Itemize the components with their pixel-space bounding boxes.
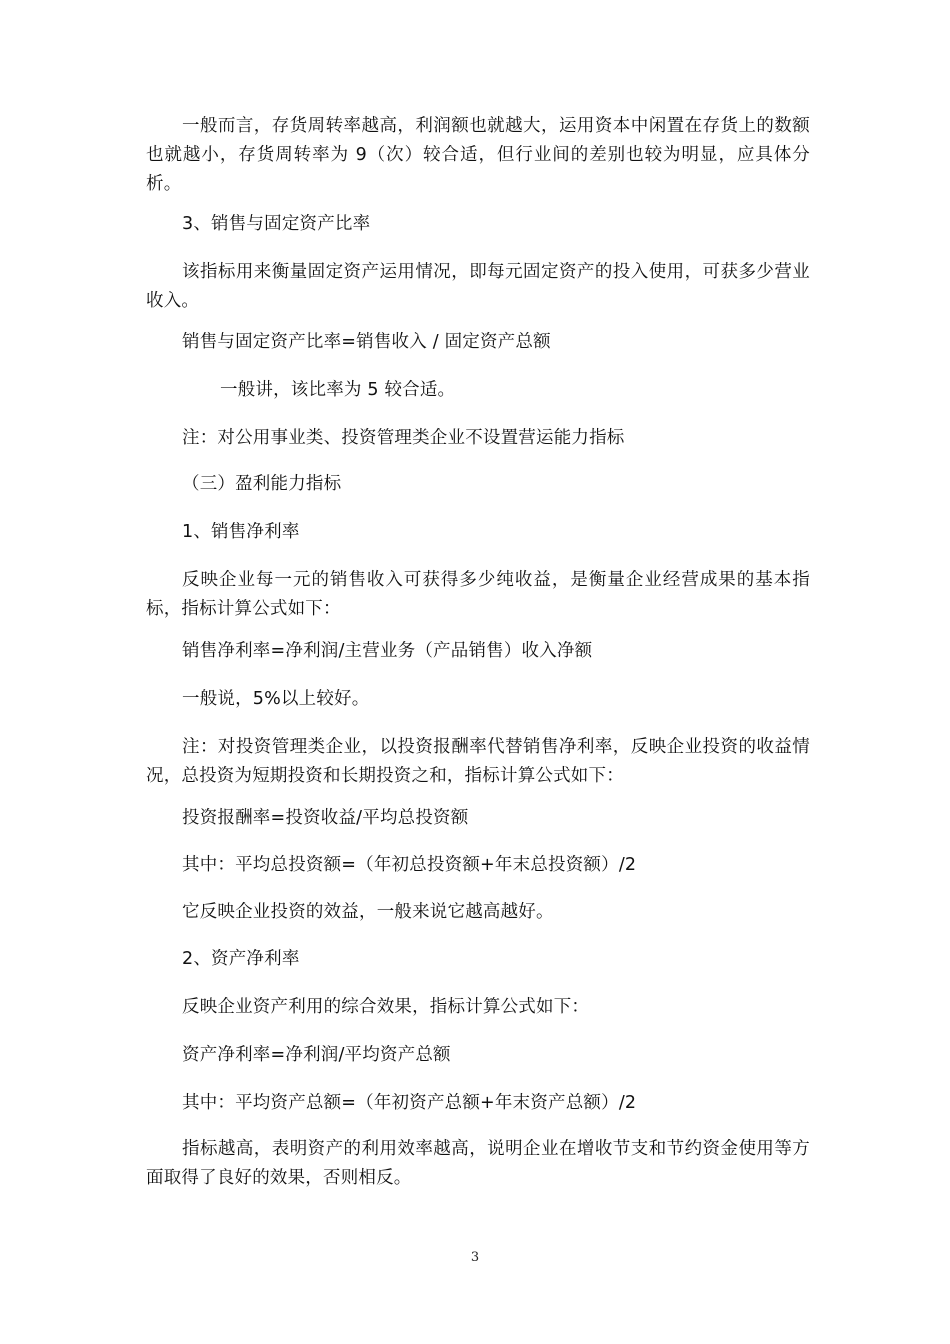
paragraph-fixed-assets-description: 该指标用来衡量固定资产运用情况，即每元固定资产的投入使用，可获多少营业收入。 [146,262,810,311]
note-operating-capacity: 注：对公用事业类、投资管理类企业不设置营运能力指标 [182,428,625,448]
paragraph-return-on-assets-description: 反映企业资产利用的综合效果，指标计算公式如下： [182,997,590,1017]
paragraph-net-profit-margin-description: 反映企业每一元的销售收入可获得多少纯收益，是衡量企业经营成果的基本指标，指标计算公式如下： [146,570,810,619]
formula-return-on-assets: 资产净利率=净利润/平均资产总额 [182,1045,451,1065]
page-number: 3 [470,1250,480,1265]
heading-sales-fixed-assets-ratio: 3、销售与固定资产比率 [182,214,371,234]
paragraph-ratio-guideline: 一般讲，该比率为 5 较合适。 [220,380,456,400]
note-investment-return: 注：对投资管理类企业，以投资报酬率代替销售净利率，反映企业投资的收益情况，总投资为短期投资和长期投资之和，指标计算公式如下： [146,737,810,786]
paragraph-return-on-assets-conclusion: 指标越高，表明资产的利用效率越高，说明企业在增收节支和节约资金使用等方面取得了良好的效果，否则相反。 [146,1139,810,1188]
paragraph-inventory-turnover-note: 一般而言，存货周转率越高，利润额也就越大，运用资本中闲置在存货上的数额也就越小，存货周转率为 9（次）较合适，但行业间的差别也较为明显，应具体分析。 [146,116,810,194]
formula-investment-return: 投资报酬率=投资收益/平均总投资额 [182,808,469,828]
heading-return-on-assets: 2、资产净利率 [182,949,300,969]
formula-average-total-assets: 其中：平均资产总额=（年初资产总额+年末资产总额）/2 [182,1093,637,1113]
formula-net-profit-margin: 销售净利率=净利润/主营业务（产品销售）收入净额 [182,641,593,661]
paragraph-net-profit-guideline: 一般说，5%以上较好。 [182,689,370,709]
formula-average-total-investment: 其中：平均总投资额=（年初总投资额+年末总投资额）/2 [182,855,637,875]
formula-sales-fixed-assets-ratio: 销售与固定资产比率=销售收入 / 固定资产总额 [182,332,551,352]
heading-net-profit-margin: 1、销售净利率 [182,522,300,542]
section-heading-profitability: （三）盈利能力指标 [182,474,342,494]
paragraph-investment-efficiency: 它反映企业投资的效益，一般来说它越高越好。 [182,902,554,922]
